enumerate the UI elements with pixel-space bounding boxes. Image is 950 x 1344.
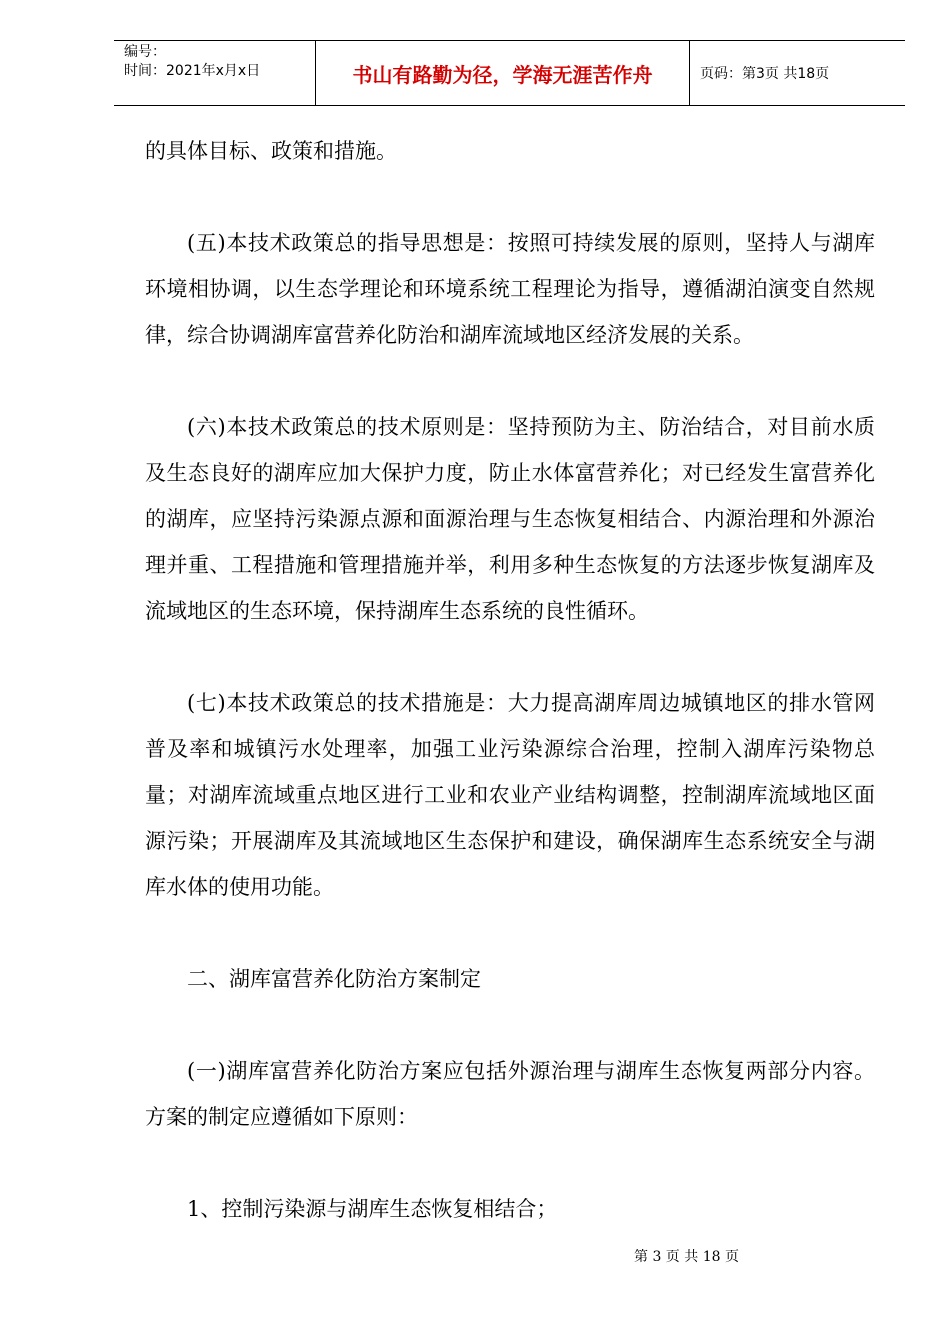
document-body [145, 128, 875, 1232]
header-page-number: 页码：第3页 共18页 [700, 66, 830, 82]
header-meta [114, 41, 316, 105]
paragraph-6: (六)本技术政策总的技术原则是：坚持预防为主、防治结合，对目前水质及生态良好的湖库应加大保护力度，防止水体富营养化；对已经发生富营养化的湖库，应坚持污染源点源和面源治理与生态恢复相结合、内源治理和外源治理并重、工程措施和管理措施并举，利用多种生态恢复的方法逐步恢复湖库及流域地区的生态环境，保持湖库生态系统的良性循环。 [145, 415, 875, 623]
page-footer: 第 3 页 共 18 页 [634, 1249, 739, 1265]
paragraph-continuation: 的具体目标、政策和措施。 [145, 139, 397, 163]
document-number: 编号： [124, 44, 166, 60]
paragraph-7: (七)本技术政策总的技术措施是：大力提高湖库周边城镇地区的排水管网普及率和城镇污水处理率，加强工业污染源综合治理，控制入湖库污染物总量；对湖库流域重点地区进行工业和农业产业结构调整，控制湖库流域地区面源污染；开展湖库及其流域地区生态保护和建设，确保湖库生态系统安全与湖库水体的使用功能。 [145, 691, 875, 899]
paragraph-5: (五)本技术政策总的指导思想是：按照可持续发展的原则，坚持人与湖库环境相协调，以生态学理论和环境系统工程理论为指导，遵循湖泊演变自然规律，综合协调湖库富营养化防治和湖库流域地区经济发展的关系。 [145, 231, 875, 347]
header-motto: 书山有路勤为径，学海无涯苦作舟 [316, 41, 690, 105]
document-date: 时间：2021年x月x日 [124, 63, 261, 79]
section-heading-2: 二、湖库富营养化防治方案制定 [187, 967, 481, 991]
list-item-1: 1、控制污染源与湖库生态恢复相结合； [187, 1197, 558, 1221]
page-header [114, 40, 905, 106]
paragraph-plan-1: (一)湖库富营养化防治方案应包括外源治理与湖库生态恢复两部分内容。方案的制定应遵循如下原则： [145, 1059, 875, 1129]
